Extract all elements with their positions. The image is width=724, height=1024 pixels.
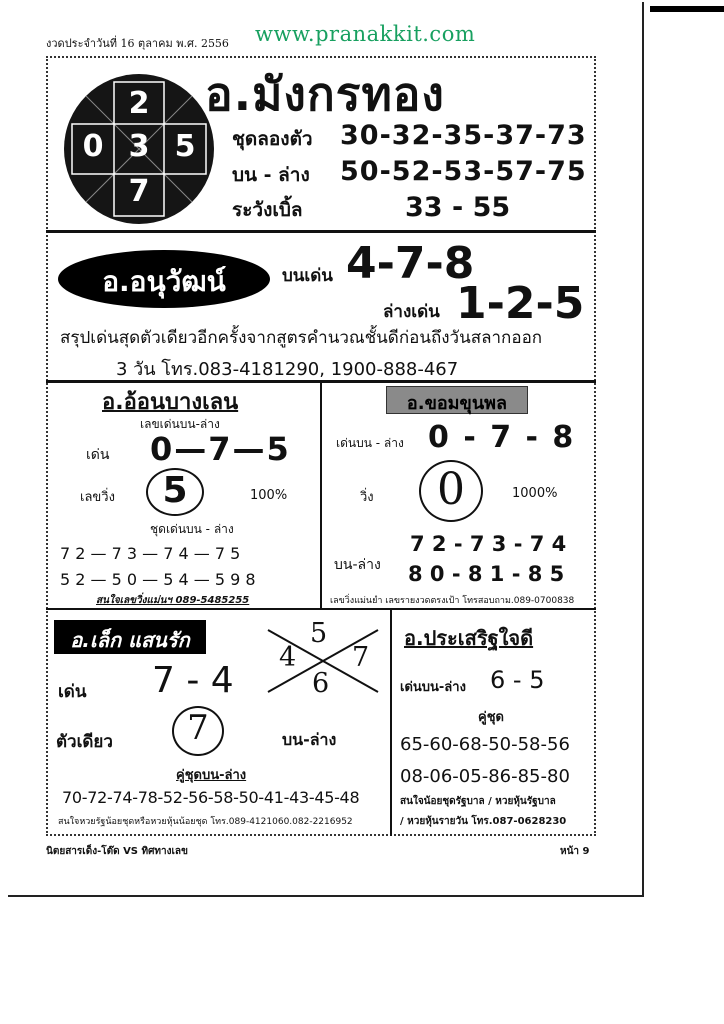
cross-top: 5 [310,618,328,649]
section3-right-run-percent: 1000% [512,486,558,501]
section3-left-den-value: 0—7—5 [150,430,291,468]
section3-right-run-label: วิ่ง [360,490,374,505]
number-wheel [64,74,214,224]
cross-bottom: 6 [312,668,330,699]
section4-left-set-value: 70-72-74-78-52-56-58-50-41-43-45-48 [62,788,360,807]
section2-top-value: 4-7-8 [346,238,475,289]
section4-left-set-label: คู่ชุดบน-ล่าง [176,768,247,783]
section3-left-set-row2: 5 2 — 5 0 — 5 4 — 5 9 8 [60,570,256,589]
issue-date: งวดประจำวันที่ 16 ตุลาคม พ.ศ. 2556 [46,37,229,50]
section4-right-den-label: เด่นบน-ล่าง [400,680,466,695]
divider-3-vertical [320,380,322,608]
section3-right-den-label: เด่นบน - ล่าง [336,436,404,450]
section1-row3-value: 33 - 55 [405,192,511,223]
section4-left-single-label: ตัวเดียว [56,732,113,752]
section4-right-footer-1: สนใจน้อยชุดรัฐบาล / หวยหุ้นรัฐบาล [400,796,556,807]
section4-right-den-value: 6 - 5 [490,666,545,694]
section3-right-row1: 7 2 - 7 3 - 7 4 [410,532,567,556]
section4-left-updown-label: บน-ล่าง [282,730,337,749]
section3-left-run-percent: 100% [250,488,288,503]
section3-right-den-value: 0 - 7 - 8 [428,420,576,455]
section3-left-den-label: เด่น [86,447,110,463]
cross-right: 7 [352,642,370,673]
section4-right-title: อ.ประเสริฐใจดี [404,626,534,650]
section4-left-footer: สนใจหวยรัฐน้อยชุดหรือหวยหุ้นน้อยชุด โทร.089-4121060.082-2216952 [58,817,353,827]
section3-right-row2: 8 0 - 8 1 - 8 5 [408,562,565,586]
section2-top-label: บนเด่น [282,266,333,286]
divider-4 [46,608,596,610]
section1-row1-value: 30-32-35-37-73 [340,120,587,151]
section4-right-row2: 08-06-05-86-85-80 [400,766,570,787]
section3-right-title: อ.ขอมขุนพล [406,393,508,414]
section3-left-title: อ.อ้อนบางเลน [102,390,239,415]
section2-bottom-value: 1-2-5 [456,278,585,329]
website-link[interactable]: www.pranakkit.com [255,22,476,46]
section4-left-den-label: เด่น [58,682,87,702]
section4-right-footer-2: / หวยหุ้นรายวัน โทร.087-0628230 [400,816,567,827]
section3-left-run-value: 5 [162,470,188,511]
page-number: หน้า 9 [560,846,590,857]
section3-right-run-value: 0 [437,464,465,515]
cross-left: 4 [279,642,297,673]
section2-bottom-label: ล่างเด่น [383,302,440,322]
scan-edge-bar [650,6,724,12]
section4-right-set-label: คู่ชุด [478,710,504,725]
section1-row3-label: ระวังเบิ้ล [232,199,303,221]
section4-left-single-value: 7 [187,708,209,748]
section3-right-row-label: บน-ล่าง [334,557,381,573]
divider-5-vertical [390,610,392,836]
section3-left-footer: สนใจเลขวิ่งแม่นฯ 089-5485255 [96,595,250,606]
section4-left-den-value: 7 - 4 [152,660,234,701]
section2-summary-2: 3 วัน โทร.083-4181290, 1900-888-467 [116,359,459,380]
section3-right-footer: เลขวิ่งแม่นยำ เลขรายงวดตรงเป้า โทรสอบถาม.089-0700838 [330,596,575,606]
wheel-center: 3 [128,129,150,164]
section3-left-set-label: ชุดเด่นบน - ล่าง [150,522,234,536]
wheel-top: 2 [128,86,150,121]
section2-title: อ.อนุวัฒน์ [102,265,226,298]
wheel-right: 5 [174,129,196,164]
wheel-left: 0 [82,129,104,164]
section4-right-row1: 65-60-68-50-58-56 [400,734,570,755]
divider-1 [46,230,596,233]
section1-row1-label: ชุดลองตัว [232,128,313,150]
wheel-bottom: 7 [128,174,150,209]
magazine-name: นิตยสารเด็ง-โต๊ด VS ทิศทางเลข [46,846,188,857]
section4-left-title: อ.เล็ก แสนรัก [70,628,190,652]
section1-row2-label: บน - ล่าง [232,164,310,186]
section1-row2-value: 50-52-53-57-75 [340,156,587,187]
section1-title: อ.มังกรทอง [205,67,445,121]
section3-left-set-row1: 7 2 — 7 3 — 7 4 — 7 5 [60,544,241,563]
section3-left-subtitle: เลขเด่นบน-ล่าง [140,417,220,431]
section3-left-run-label: เลขวิ่ง [80,490,115,505]
section2-summary-1: สรุปเด่นสุดตัวเดียวอีกครั้งจากสูตรคำนวณชั้นดีก่อนถึงวันสลากออก [60,328,543,348]
